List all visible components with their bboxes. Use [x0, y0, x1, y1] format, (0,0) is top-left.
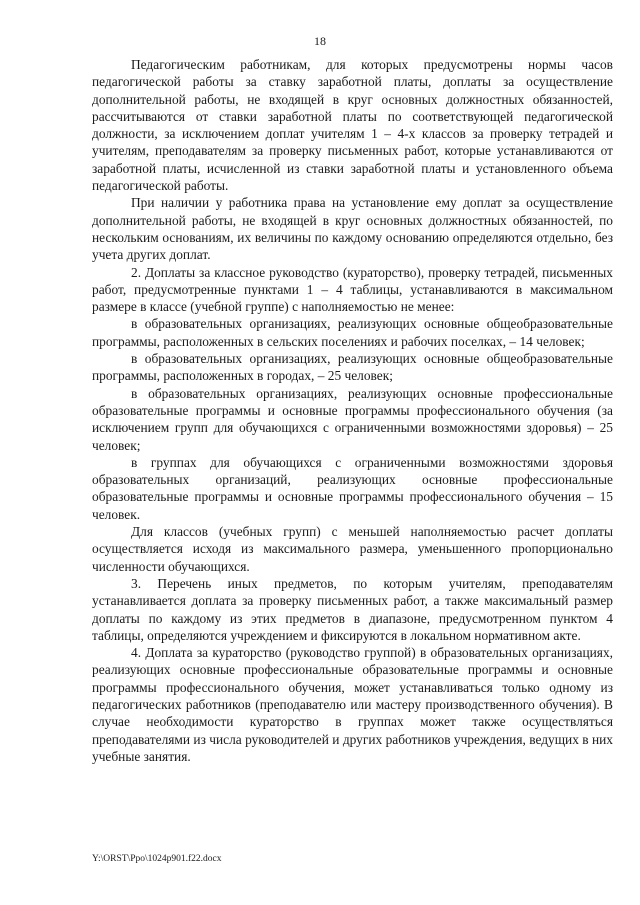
- paragraph-pedagogical-workers: Педагогическим работникам, для которых предусмотрены нормы часов педагогической работы за ставку заработной платы, доплаты за осуществление дополнительной работы, не входящей в круг основных должностных обязанностей, рассчитываются от ставки заработной платы по соответствующей педагогической должности, за исключением доплат учителям 1 – 4-х классов за проверку тетрадей и учителям, преподавателям за проверку письменных работ, которые устанавливаются от заработной платы, исчисленной из ставки заработной платы и установленного объема педагогической работы.: [92, 57, 613, 194]
- paragraph-special-needs-groups: в группах для обучающихся с ограниченными возможностями здоровья образовательных организаций, реализующих основные профессиональные образовательные программы и основные программы профессионального обучения – 15 человек.: [92, 454, 613, 522]
- document-body: [92, 56, 613, 765]
- paragraph-item-3: 3. Перечень иных предметов, по которым учителям, преподавателям устанавливается доплата за проверку письменных работ, а также максимальный размер доплаты по каждому из этих предметов в диапазоне, предусмотренном пунктом 4 таблицы, определяются учреждением и фиксируются в локальном нормативном акте.: [92, 575, 613, 643]
- paragraph-professional-organizations: в образовательных организациях, реализующих основные профессиональные образовательные программы и основные программы профессионального обучения (за исключением групп для обучающихся с ограниченными возможностями здоровья) – 25 человек;: [92, 385, 613, 453]
- footer-file-path: Y:\ORST\Ppo\1024p901.f22.docx: [92, 854, 222, 864]
- paragraph-rural-organizations: в образовательных организациях, реализующих основные общеобразовательные программы, расположенных в сельских поселениях и рабочих поселках, – 14 человек;: [92, 316, 613, 349]
- page-number: 18: [314, 34, 326, 48]
- paragraph-item-2: 2. Доплаты за классное руководство (кураторство), проверку тетрадей, письменных работ, предусмотренные пунктами 1 – 4 таблицы, устанавливаются в максимальном размере в классе (учебной группе) с наполняемостью не менее:: [92, 264, 613, 315]
- paragraph-multiple-grounds: При наличии у работника права на установление ему доплат за осуществление дополнительной работы, не входящей в круг основных должностных обязанностей, по нескольким основаниям, их величины по каждому основанию определяются отдельно, без учета других доплат.: [92, 195, 613, 263]
- paragraph-item-4: 4. Доплата за кураторство (руководство группой) в образовательных организациях, реализующих основные профессиональные образовательные программы и основные программы профессионального обучения, может устанавливаться только одному из педагогических работников (преподавателю или мастеру производственного обучения). В случае необходимости кураторство в группах может также осуществляться преподавателями из числа руководителей и других работников учреждения, ведущих в них учебные занятия.: [92, 645, 613, 764]
- paragraph-smaller-classes: Для классов (учебных групп) с меньшей наполняемостью расчет доплаты осуществляется исходя из максимального размера, уменьшенного пропорционально численности обучающихся.: [92, 524, 613, 574]
- paragraph-city-organizations: в образовательных организациях, реализующих основные общеобразовательные программы, расположенных в городах, – 25 человек;: [92, 351, 613, 384]
